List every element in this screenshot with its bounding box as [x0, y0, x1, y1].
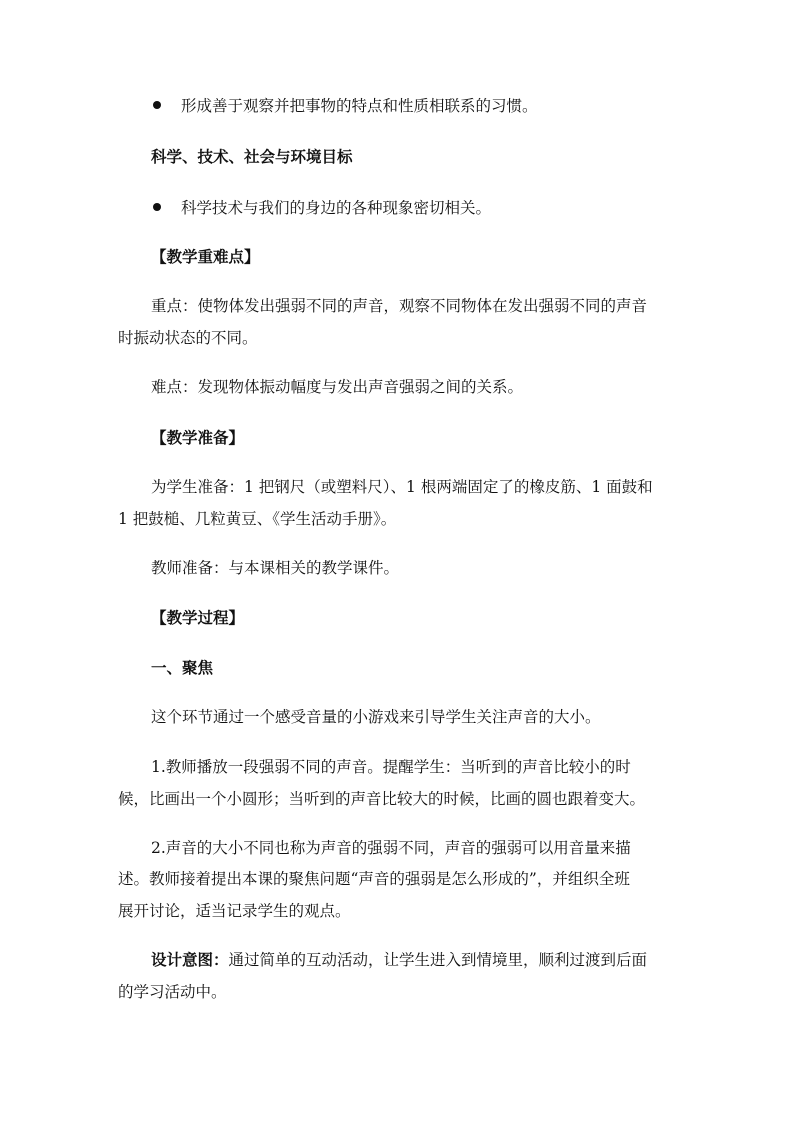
process-heading: 【教学过程】 — [151, 609, 245, 627]
section-focus-title: 一、聚焦 — [151, 659, 214, 677]
preparation-heading: 【教学准备】 — [151, 429, 245, 447]
step1-line-1: 1.教师播放一段强弱不同的声音。提醒学生：当听到的声音比较小的时 — [151, 758, 631, 776]
key-points-heading: 【教学重难点】 — [151, 248, 260, 266]
step1-line-2: 候，比画出一个小圆形；当听到的声音比较大的时候，比画的圆也跟着变大。 — [118, 790, 646, 808]
step2-line-2: 述。教师接着提出本课的聚焦问题“声音的强弱是怎么形成的”，并组织全班 — [118, 870, 630, 888]
bullet-text-observation: 形成善于观察并把事物的特点和性质相联系的习惯。 — [181, 97, 538, 115]
design-intent-line-1 — [151, 950, 647, 970]
focus-line-2: 时振动状态的不同。 — [118, 329, 258, 347]
teacher-prep-line: 教师准备：与本课相关的教学课件。 — [151, 559, 400, 577]
difficulty-line: 难点：发现物体振动幅度与发出声音强弱之间的关系。 — [151, 378, 524, 396]
step2-line-1: 2.声音的大小不同也称为声音的强弱不同，声音的强弱可以用音量来描 — [151, 839, 631, 857]
sts-heading: 科学、技术、社会与环境目标 — [151, 148, 353, 166]
focus-line-1: 重点：使物体发出强弱不同的声音，观察不同物体在发出强弱不同的声音 — [151, 297, 648, 315]
student-prep-line-2: 1 把鼓槌、几粒黄豆、《学生活动手册》。 — [118, 510, 397, 528]
bullet-text-technology: 科学技术与我们的身边的各种现象密切相关。 — [181, 199, 492, 217]
design-intent-text: 通过简单的互动活动，让学生进入到情境里，顺利过渡到后面 — [228, 951, 648, 969]
design-intent-line-2: 的学习活动中。 — [118, 983, 227, 1001]
student-prep-line-1: 为学生准备：1 把钢尺（或塑料尺）、1 根两端固定了的橡皮筋、1 面鼓和 — [151, 478, 653, 496]
bullet-dot — [153, 101, 161, 109]
bullet-dot — [153, 203, 161, 211]
step2-line-3: 展开讨论，适当记录学生的观点。 — [118, 902, 351, 920]
design-intent-label: 设计意图： — [151, 951, 229, 969]
intro-line: 这个环节通过一个感受音量的小游戏来引导学生关注声音的大小。 — [151, 708, 601, 726]
